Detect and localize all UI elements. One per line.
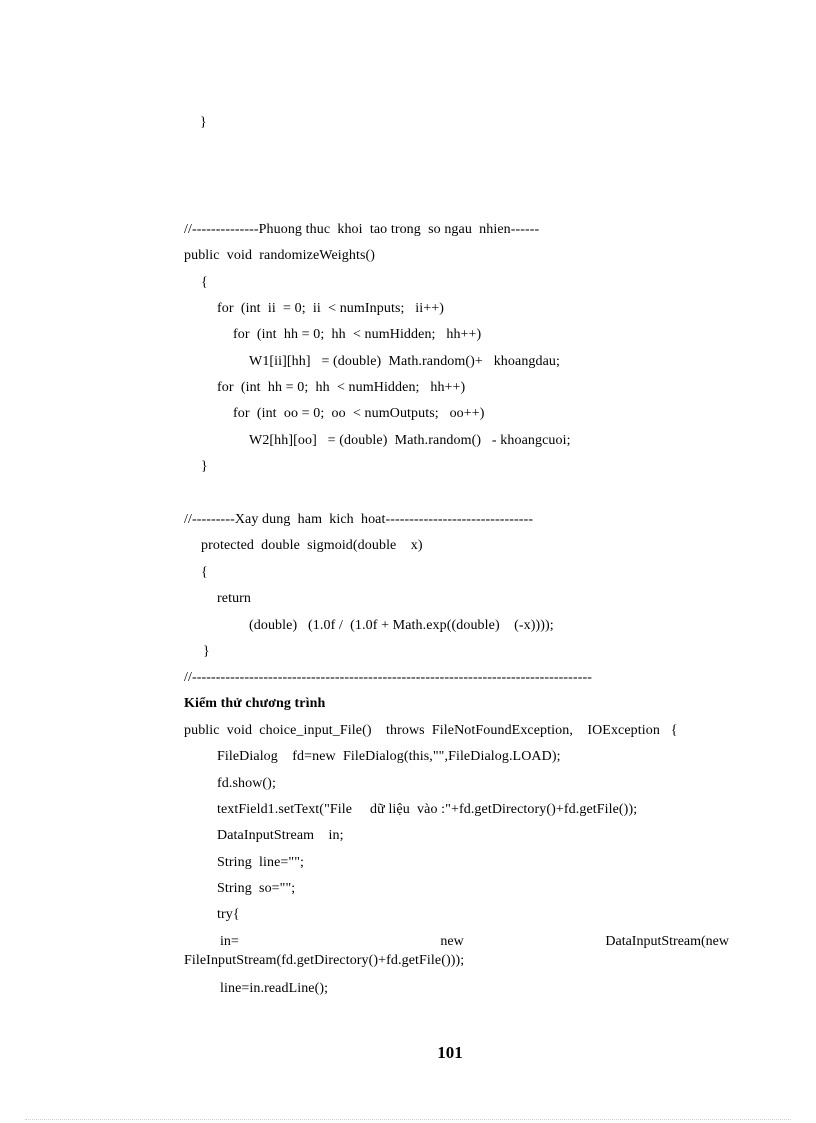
- code-line-readline: line=in.readLine();: [220, 981, 329, 996]
- method-signature-sigmoid: protected double sigmoid(double x): [201, 538, 423, 553]
- method-signature-randomize: public void randomizeWeights(): [184, 248, 376, 263]
- code-line-filedialog: FileDialog fd=new FileDialog(this,"",FileDialog.LOAD);: [217, 749, 561, 764]
- code-line-try: try{: [217, 907, 240, 922]
- code-line-for-inputs: for (int ii = 0; ii < numInputs; ii++): [217, 301, 445, 316]
- comment-random-weights: //--------------Phuong thuc khoi tao trong so ngau nhien------: [184, 222, 540, 237]
- code-line-sigmoid-expr: (double) (1.0f / (1.0f + Math.exp((double) (-x))));: [249, 618, 554, 633]
- code-line-datainputstream: DataInputStream in;: [217, 828, 344, 843]
- method-signature-choice-input: public void choice_input_File() throws FileNotFoundException, IOException {: [184, 723, 678, 738]
- code-line-w2-assign: W2[hh][oo] = (double) Math.random() - khoangcuoi;: [249, 433, 571, 448]
- code-line-close-brace-2: }: [203, 644, 210, 659]
- code-token-new: new: [440, 934, 464, 949]
- section-heading: Kiểm thử chương trình: [184, 696, 326, 711]
- code-line-fd-show: fd.show();: [217, 776, 276, 791]
- comment-separator: //------------------------------------------------------------------------------------: [184, 670, 592, 685]
- code-line-w1-assign: W1[ii][hh] = (double) Math.random()+ khoangdau;: [249, 354, 561, 369]
- code-line-open-brace: {: [201, 275, 208, 290]
- code-line-open-brace-2: {: [201, 565, 208, 580]
- code-line-string-line: String line="";: [217, 855, 305, 870]
- page-number: 101: [437, 1043, 463, 1062]
- code-token-in: in=: [220, 934, 239, 949]
- code-line-close-brace: }: [201, 459, 208, 474]
- code-line-for-hidden: for (int hh = 0; hh < numHidden; hh++): [233, 327, 482, 342]
- code-line-for-hidden-2: for (int hh = 0; hh < numHidden; hh++): [217, 380, 466, 395]
- code-line-in-assign: [220, 933, 729, 951]
- code-line-for-outputs: for (int oo = 0; oo < numOutputs; oo++): [233, 406, 485, 421]
- code-line-return: return: [217, 591, 252, 606]
- page-bottom-border: [25, 1119, 791, 1120]
- code-token-datainputstream: DataInputStream(new: [605, 934, 729, 949]
- code-line-fileinputstream: FileInputStream(fd.getDirectory()+fd.getFile()));: [184, 953, 465, 968]
- code-line-string-so: String so="";: [217, 881, 296, 896]
- comment-activation: //---------Xay dung ham kich hoat-------------------------------: [184, 512, 534, 527]
- code-line-closing-brace: }: [200, 115, 207, 130]
- code-line-settext: textField1.setText("File dữ liệu vào :"+fd.getDirectory()+fd.getFile());: [217, 802, 638, 817]
